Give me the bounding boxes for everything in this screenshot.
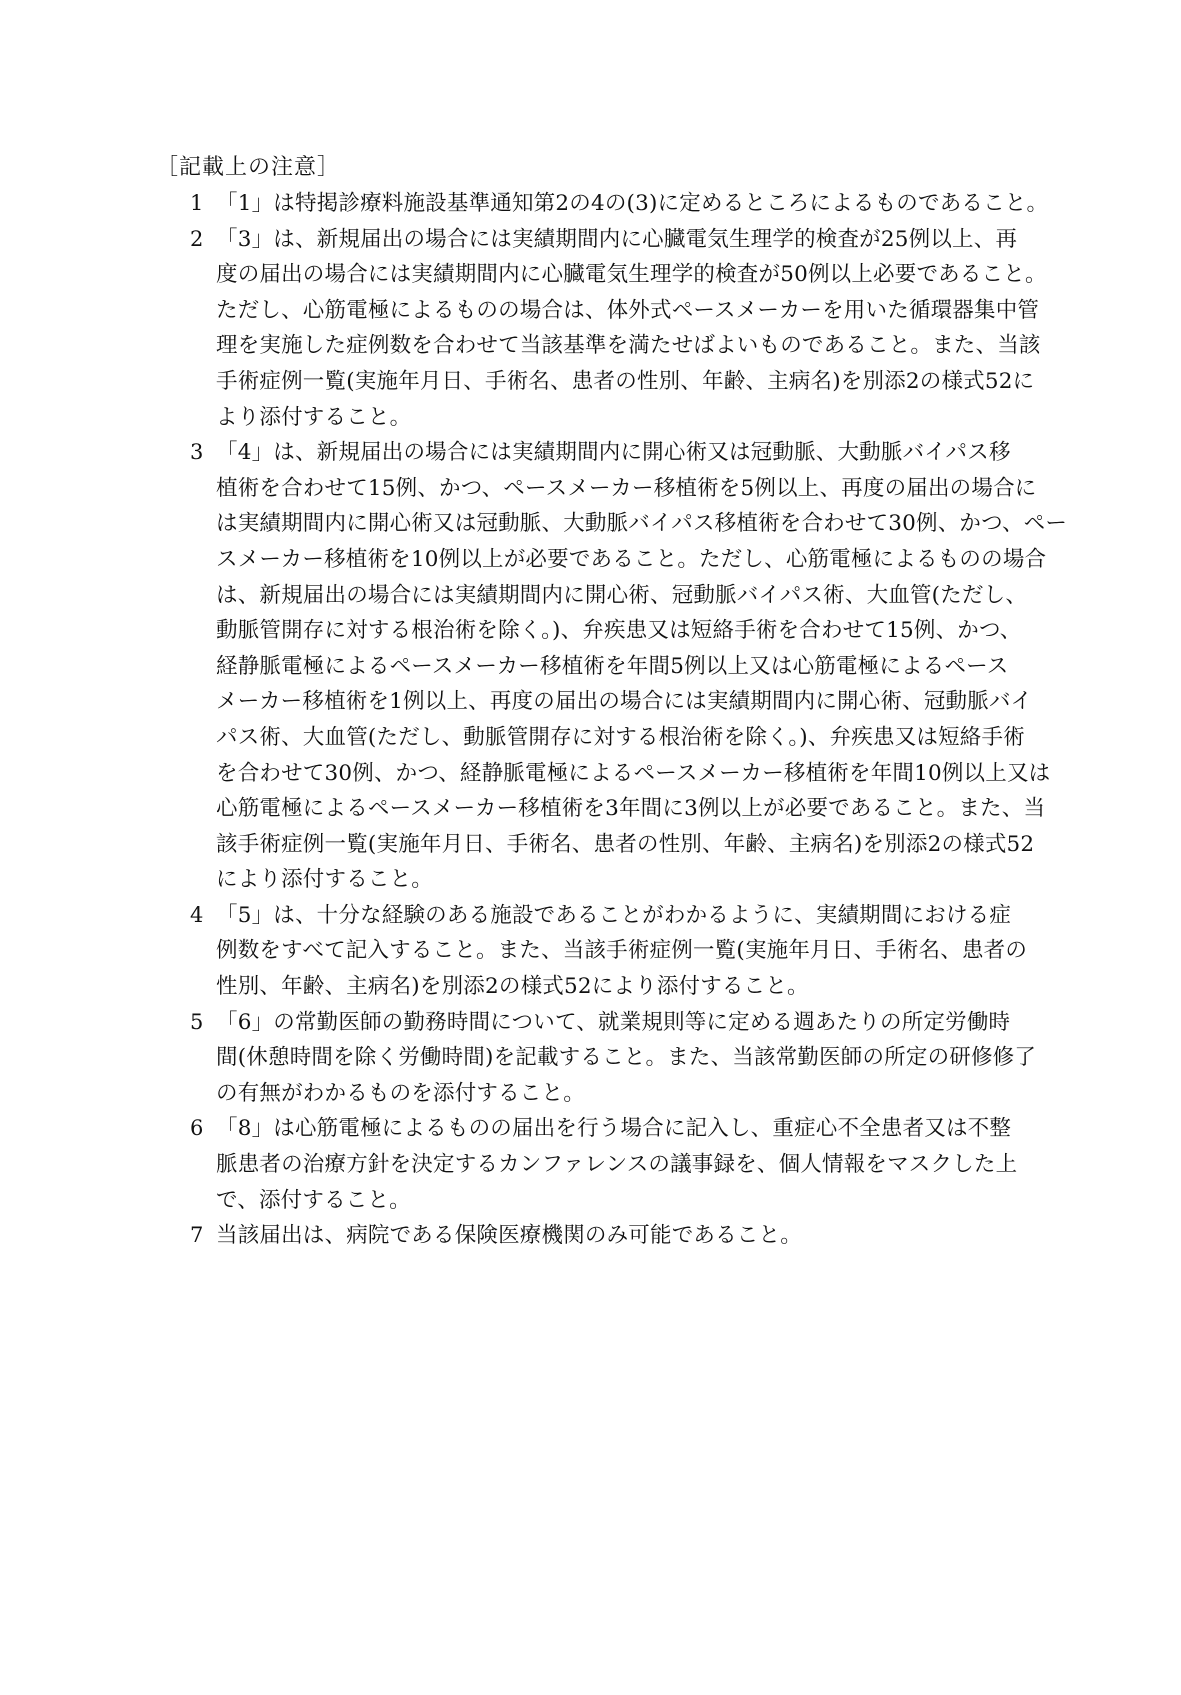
note-text <box>216 435 1067 898</box>
note-line: 手術症例一覧(実施年月日、手術名、患者の性別、年齢、主病名)を別添2の様式52に <box>216 368 1035 394</box>
note-line: を合わせて30例、かつ、経静脈電極によるペースメーカー移植術を年間10例以上又は <box>216 760 1051 786</box>
note-line: 「5」は、十分な経験のある施設であることがわかるように、実績期間における症 <box>216 902 1012 928</box>
note-line: 「6」の常勤医師の勤務時間について、就業規則等に定める週あたりの所定労働時 <box>216 1009 1011 1035</box>
note-line: 該手術症例一覧(実施年月日、手術名、患者の性別、年齢、主病名)を別添2の様式52 <box>216 831 1035 857</box>
note-line: 性別、年齢、主病名)を別添2の様式52により添付すること。 <box>216 974 809 1000</box>
note-item <box>190 186 1049 222</box>
notes-heading: ［記載上の注意］ <box>156 155 341 180</box>
note-line: ただし、心筋電極によるものの場合は、体外式ペースメーカーを用いた循環器集中管 <box>216 297 1040 323</box>
note-number: 7 <box>190 1223 204 1248</box>
note-line: 動脈管開存に対する根治術を除く。)、弁疾患又は短絡手術を合わせて15例、かつ、 <box>216 618 1022 644</box>
note-number: 3 <box>190 440 204 465</box>
note-text <box>216 186 1048 222</box>
note-line: 例数をすべて記入すること。また、当該手術症例一覧(実施年月日、手術名、患者の <box>216 938 1028 964</box>
note-line: の有無がわかるものを添付すること。 <box>216 1080 585 1106</box>
note-line: は、新規届出の場合には実績期間内に開心術、冠動脈バイパス術、大血管(ただし、 <box>216 582 1028 608</box>
note-line: 間(休憩時間を除く労働時間)を記載すること。また、当該常勤医師の所定の研修修了 <box>216 1045 1037 1071</box>
note-item <box>190 898 1034 1005</box>
note-line: スメーカー移植術を10例以上が必要であること。ただし、心筋電極によるものの場合 <box>216 546 1047 572</box>
note-line: 「4」は、新規届出の場合には実績期間内に開心術又は冠動脈、大動脈バイパス移 <box>216 440 1011 466</box>
note-text <box>216 222 1047 436</box>
note-line: 当該届出は、病院である保険医療機関のみ可能であること。 <box>216 1223 802 1249</box>
note-line: 「8」は心筋電極によるものの届出を行う場合に記入し、重症心不全患者又は不整 <box>216 1116 1012 1142</box>
note-line: 経静脈電極によるペースメーカー移植術を年間5例以上又は心筋電極によるペース <box>216 653 1009 679</box>
note-number: 2 <box>190 226 204 251</box>
note-item <box>190 1005 1037 1112</box>
note-line: パス術、大血管(ただし、動脈管開存に対する根治術を除く。)、弁疾患又は短絡手術 <box>216 724 1025 750</box>
note-number: 5 <box>190 1009 204 1034</box>
note-line: 植術を合わせて15例、かつ、ペースメーカー移植術を5例以上、再度の届出の場合に <box>216 475 1037 501</box>
note-item <box>190 435 1068 898</box>
note-line: より添付すること。 <box>216 404 412 430</box>
note-line: 理を実施した症例数を合わせて当該基準を満たせばよいものであること。また、当該 <box>216 333 1041 359</box>
note-item <box>190 222 1047 436</box>
note-text <box>216 1005 1036 1112</box>
note-text <box>216 1218 1034 1254</box>
note-item <box>190 1111 1034 1218</box>
note-number: 6 <box>190 1116 204 1141</box>
note-line: 脈患者の治療方針を決定するカンファレンスの議事録を、個人情報をマスクした上 <box>216 1152 1018 1178</box>
note-line: 心筋電極によるペースメーカー移植術を3年間に3例以上が必要であること。また、当 <box>216 796 1046 822</box>
note-line: 「3」は、新規届出の場合には実績期間内に心臓電気生理学的検査が25例以上、再 <box>216 226 1018 252</box>
note-line: により添付すること。 <box>216 867 434 893</box>
note-number: 4 <box>190 902 204 927</box>
note-text <box>216 898 1034 1005</box>
note-line: メーカー移植術を1例以上、再度の届出の場合には実績期間内に開心術、冠動脈バイ <box>216 689 1033 715</box>
notes-list <box>190 186 1068 1254</box>
note-number: 1 <box>190 191 204 215</box>
note-text <box>216 1111 1034 1218</box>
note-item <box>190 1218 1034 1254</box>
note-line: 度の届出の場合には実績期間内に心臓電気生理学的検査が50例以上必要であること。 <box>216 262 1047 288</box>
note-line: 「1」は特掲診療料施設基準通知第2の4の(3)に定めるところによるものであること。 <box>216 191 1049 216</box>
note-line: は実績期間内に開心術又は冠動脈、大動脈バイパス移植術を合わせて30例、かつ、ペー <box>216 511 1068 537</box>
note-line: で、添付すること。 <box>216 1187 411 1213</box>
